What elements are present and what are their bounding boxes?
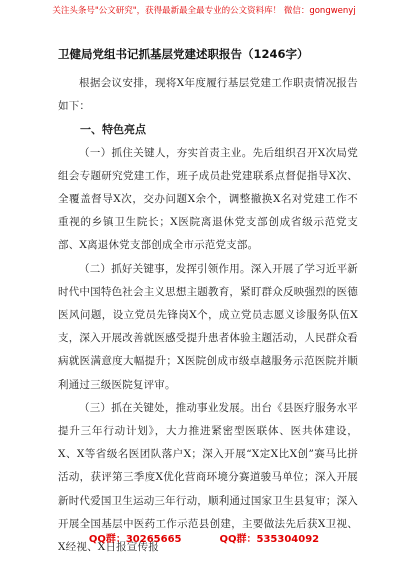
qq-group-2: QQ群：535304092 xyxy=(219,534,320,545)
section-heading: 一、特色亮点 xyxy=(80,123,146,137)
paragraph-2: （二）抓好关键事，发挥引领作用。深入开展了学习近平新时代中国特色社会主义思想主题教育，紧盯群众反映强烈的医德医风问题，设立党员先锋岗X个，成立党员志愿义诊服务队伍X支，深入开展改善就医感受提升患者体验主题活动，人民群众看病就医满意度大幅提升；X医院创成市级卓越服务示范医院并顺利通过三级医院复评审。 xyxy=(58,262,358,391)
paragraph-1: （一）抓住关键人，夯实首责主业。先后组织召开X次局党组会专题研究党建工作，班子成员赴党建联系点督促指导X次、全覆盖督导X次，交办问题X余个，调整撤换X名对党建工作不重视的乡镇卫生院长；X医院离退休党支部创成省级示范党支部、X离退休党支部创成全市示范党支部。 xyxy=(58,146,358,252)
paragraph-3: （三）抓在关键处，推动事业发展。出台《县医疗服务水平提升三年行动计划》，大力推进紧密型医联体、医共体建设，X、X等省级名医团队落户X；深入开展“X定X比X创”赛马比拼活动，获评第三季度X优化营商环境分赛道骏马单位；深入开展新时代爱国卫生运动三年行动，顺利通过国家卫生县复审；深入开展全国基层中医药工作示范县创建，主要做法先后获X卫视、X经视、X日报宣传报 xyxy=(58,401,358,554)
intro-paragraph: 根据会议安排，现将X年度履行基层党建工作职责情况报告如下： xyxy=(58,77,358,113)
document-body xyxy=(58,46,358,559)
document-title: 卫健局党组书记抓基层党建述职报告（1246字） xyxy=(58,47,309,61)
qq-group-1: QQ群：30265665 xyxy=(88,534,182,545)
header-banner: 关注头条号"公文研究"，获得最新最全最专业的公文资料库！ 微信：gongwenyj xyxy=(52,6,356,16)
footer-banner xyxy=(0,530,408,545)
